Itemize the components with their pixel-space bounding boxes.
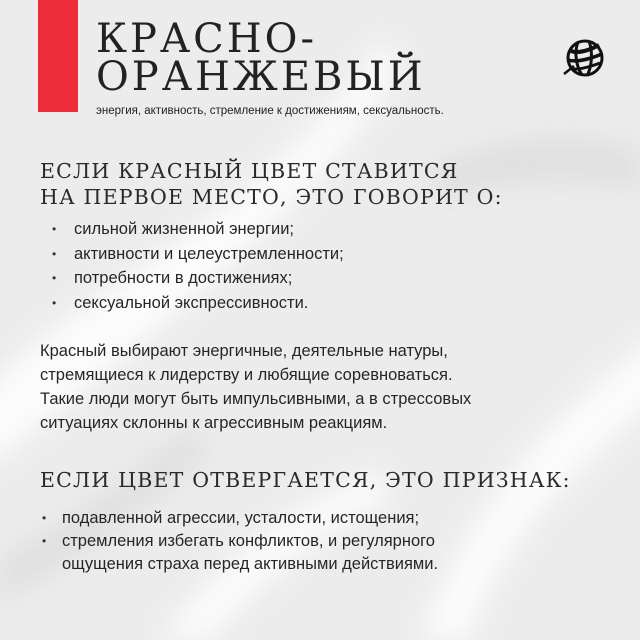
accent-bar	[38, 0, 78, 112]
paragraph-line: Такие люди могут быть импульсивными, а в стрессовых	[40, 390, 472, 408]
list-item: • активности и целеустремленности;	[52, 242, 344, 267]
section1-heading-line-1: ЕСЛИ КРАСНЫЙ ЦВЕТ СТАВИТСЯ	[40, 159, 459, 183]
section2-heading-text: ЕСЛИ ЦВЕТ ОТВЕРГАЕТСЯ, ЭТО ПРИЗНАК:	[40, 468, 571, 492]
list-item: • потребности в достижениях;	[52, 266, 344, 291]
list-item-line: ощущения страха перед активными действиями.	[62, 555, 439, 573]
section1-heading-line-2: НА ПЕРВОЕ МЕСТО, ЭТО ГОВОРИТ О:	[40, 185, 503, 209]
paragraph-line: стремящиеся к лидерству и любящие соревноваться.	[40, 366, 453, 384]
description-paragraph	[40, 339, 610, 435]
section1-list	[52, 217, 344, 315]
subtitle: энергия, активность, стремление к достижениям, сексуальность.	[96, 105, 444, 117]
list-item: • сильной жизненной энергии;	[52, 217, 344, 242]
section2-list	[42, 507, 438, 576]
list-item-line: • стремления избегать конфликтов, и регулярного	[62, 532, 435, 550]
section1-heading	[40, 158, 503, 210]
paragraph-line: Красный выбирают энергичные, деятельные натуры,	[40, 342, 448, 360]
page-title	[96, 16, 426, 100]
globe-icon	[562, 36, 608, 82]
paragraph-line: ситуациях склонны к агрессивным реакциям.	[40, 414, 388, 432]
title-line-1: КРАСНО-	[96, 16, 317, 62]
title-line-2: ОРАНЖЕВЫЙ	[96, 54, 426, 100]
list-item	[42, 507, 438, 530]
list-item-line: подавленной агрессии, усталости, истощения;	[62, 509, 420, 527]
list-item: • сексуальной экспрессивности.	[52, 291, 344, 316]
section2-heading	[40, 467, 571, 493]
list-item	[42, 530, 438, 576]
